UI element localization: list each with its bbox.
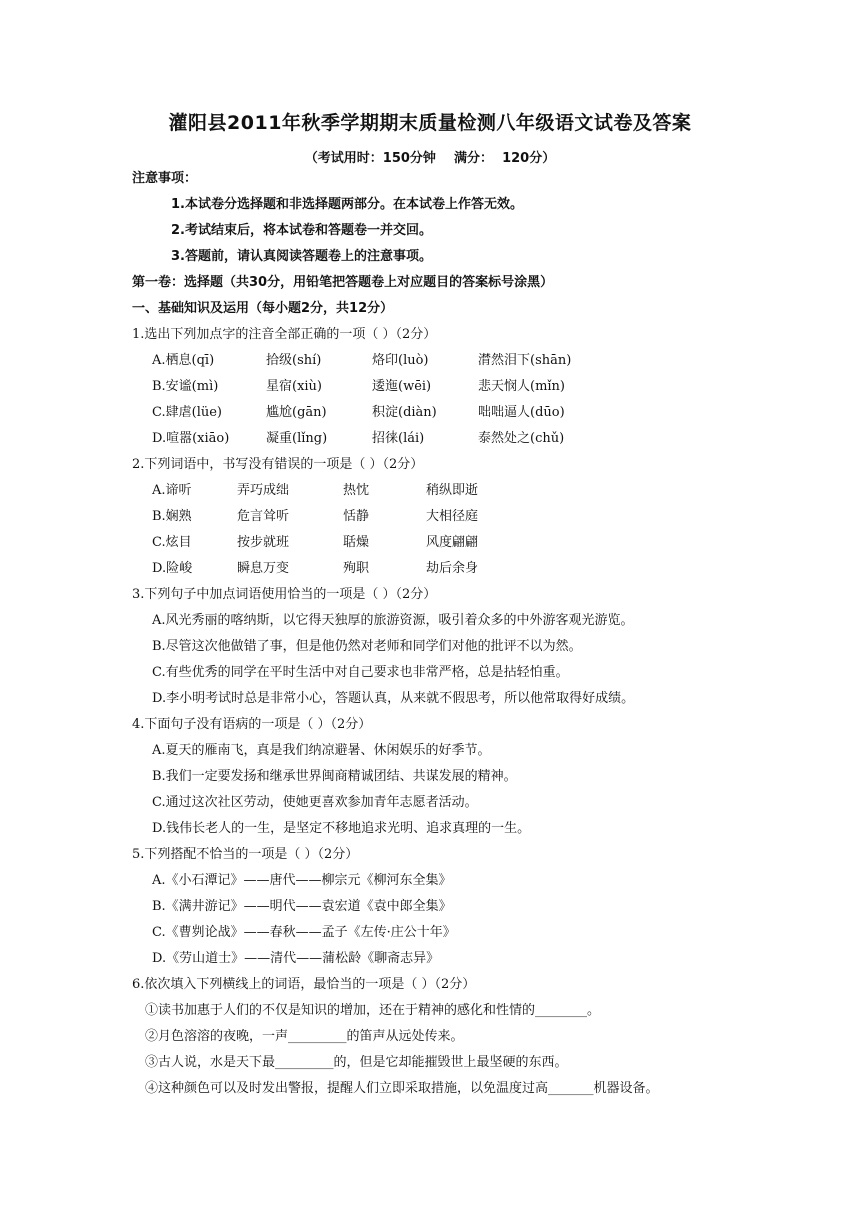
option-line: C.《曹刿论战》——春秋——孟子《左传·庄公十年》 <box>152 925 456 940</box>
option-cell: B.娴熟 <box>152 509 192 524</box>
option-cell: B.安谧(mì) <box>152 379 219 394</box>
option-line: A.风光秀丽的喀纳斯，以它得天独厚的旅游资源，吸引着众多的中外游客观光游览。 <box>152 613 634 628</box>
option-cell: 恬静 <box>343 509 370 524</box>
option-line: C.有些优秀的同学在平时生活中对自己要求也非常严格，总是拈轻怕重。 <box>152 665 569 680</box>
option-cell: D.喧嚣(xiāo) <box>152 431 230 446</box>
option-line: A.夏天的雁南飞，真是我们纳凉避暑、休闲娱乐的好季节。 <box>152 743 491 758</box>
option-line: B.我们一定要发扬和继承世界闽商精诚团结、共谋发展的精神。 <box>152 769 517 784</box>
option-cell: 悲天悯人(mǐn) <box>478 379 566 394</box>
notice-item: 2.考试结束后，将本试卷和答题卷一并交回。 <box>171 223 432 238</box>
question-stem: 3.下列句子中加点词语使用恰当的一项是（ ）（2分） <box>132 587 437 602</box>
option-cell: A.栖息(qī) <box>152 353 215 368</box>
option-cell: 星宿(xiù) <box>266 379 323 394</box>
question-stem: 2.下列词语中，书写没有错误的一项是（ ）（2分） <box>132 457 424 472</box>
option-cell: C.肆虐(lüe) <box>152 405 222 420</box>
option-line: D.李小明考试时总是非常小心，答题认真，从来就不假思考，所以他常取得好成绩。 <box>152 691 635 706</box>
option-cell: 拾级(shí) <box>266 353 322 368</box>
option-cell: 风度翩翩 <box>426 535 479 550</box>
option-line: B.《满井游记》——明代——袁宏道《袁中郎全集》 <box>152 899 452 914</box>
question-stem: 1.选出下列加点字的注音全部正确的一项（ ）（2分） <box>132 327 437 342</box>
option-cell: 泰然处之(chǔ) <box>478 431 565 446</box>
option-cell: 大相径庭 <box>426 509 479 524</box>
option-cell: 积淀(diàn) <box>372 405 437 420</box>
notice-heading: 注意事项： <box>132 171 198 186</box>
fill-blank-sentence: ②月色溶溶的夜晚，一声_________的笛声从远处传来。 <box>145 1029 464 1044</box>
fill-blank-sentence: ④这种颜色可以及时发出警报，提醒人们立即采取措施，以免温度过高_______机器设备。 <box>145 1081 659 1096</box>
option-line: C.通过这次社区劳动，使她更喜欢参加青年志愿者活动。 <box>152 795 478 810</box>
option-cell: 瞬息万变 <box>237 561 290 576</box>
section-heading: 一、基础知识及运用（每小题2分，共12分） <box>132 301 394 316</box>
option-line: D.钱伟长老人的一生，是坚定不移地追求光明、追求真理的一生。 <box>152 821 531 836</box>
exam-info: （考试用时：150分钟 满分： 120分） <box>304 151 556 166</box>
question-stem: 5.下列搭配不恰当的一项是（ ）（2分） <box>132 847 359 862</box>
option-cell: 烙印(luò) <box>372 353 429 368</box>
question-stem: 6.依次填入下列横线上的词语，最恰当的一项是（ ）（2分） <box>132 977 476 992</box>
option-cell: D.险峻 <box>152 561 193 576</box>
option-cell: C.炫目 <box>152 535 192 550</box>
option-cell: 稍纵即逝 <box>426 483 479 498</box>
option-line: D.《劳山道士》——清代——蒲松龄《聊斋志异》 <box>152 951 440 966</box>
fill-blank-sentence: ①读书加惠于人们的不仅是知识的增加，还在于精神的感化和性情的________。 <box>145 1003 601 1018</box>
option-cell: 聒燥 <box>343 535 370 550</box>
option-cell: 尴尬(gān) <box>266 405 327 420</box>
part-heading: 第一卷：选择题（共30分，用铅笔把答题卷上对应题目的答案标号涂黑） <box>132 275 554 290</box>
option-cell: 弄巧成绌 <box>237 483 290 498</box>
option-cell: 按步就班 <box>237 535 290 550</box>
notice-item: 1.本试卷分选择题和非选择题两部分。在本试卷上作答无效。 <box>171 197 523 212</box>
option-cell: 热忱 <box>343 483 370 498</box>
option-line: A.《小石潭记》——唐代——柳宗元《柳河东全集》 <box>152 873 452 888</box>
option-line: B.尽管这次他做错了事，但是他仍然对老师和同学们对他的批评不以为然。 <box>152 639 582 654</box>
option-cell: 咄咄逼人(dūo) <box>478 405 565 420</box>
option-cell: 危言耸听 <box>237 509 290 524</box>
option-cell: 逶迤(wēi) <box>372 379 432 394</box>
question-stem: 4.下面句子没有语病的一项是（ ）（2分） <box>132 717 372 732</box>
option-cell: 凝重(lǐng) <box>266 431 328 446</box>
page-title: 灌阳县2011年秋季学期期末质量检测八年级语文试卷及答案 <box>168 112 692 134</box>
option-cell: 劫后余身 <box>426 561 479 576</box>
fill-blank-sentence: ③古人说，水是天下最_________的，但是它却能摧毁世上最坚硬的东西。 <box>145 1055 568 1070</box>
option-cell: 潸然泪下(shān) <box>478 353 572 368</box>
notice-item: 3.答题前，请认真阅读答题卷上的注意事项。 <box>171 249 432 264</box>
option-cell: A.谛听 <box>152 483 192 498</box>
option-cell: 殉职 <box>343 561 370 576</box>
option-cell: 招徕(lái) <box>372 431 425 446</box>
